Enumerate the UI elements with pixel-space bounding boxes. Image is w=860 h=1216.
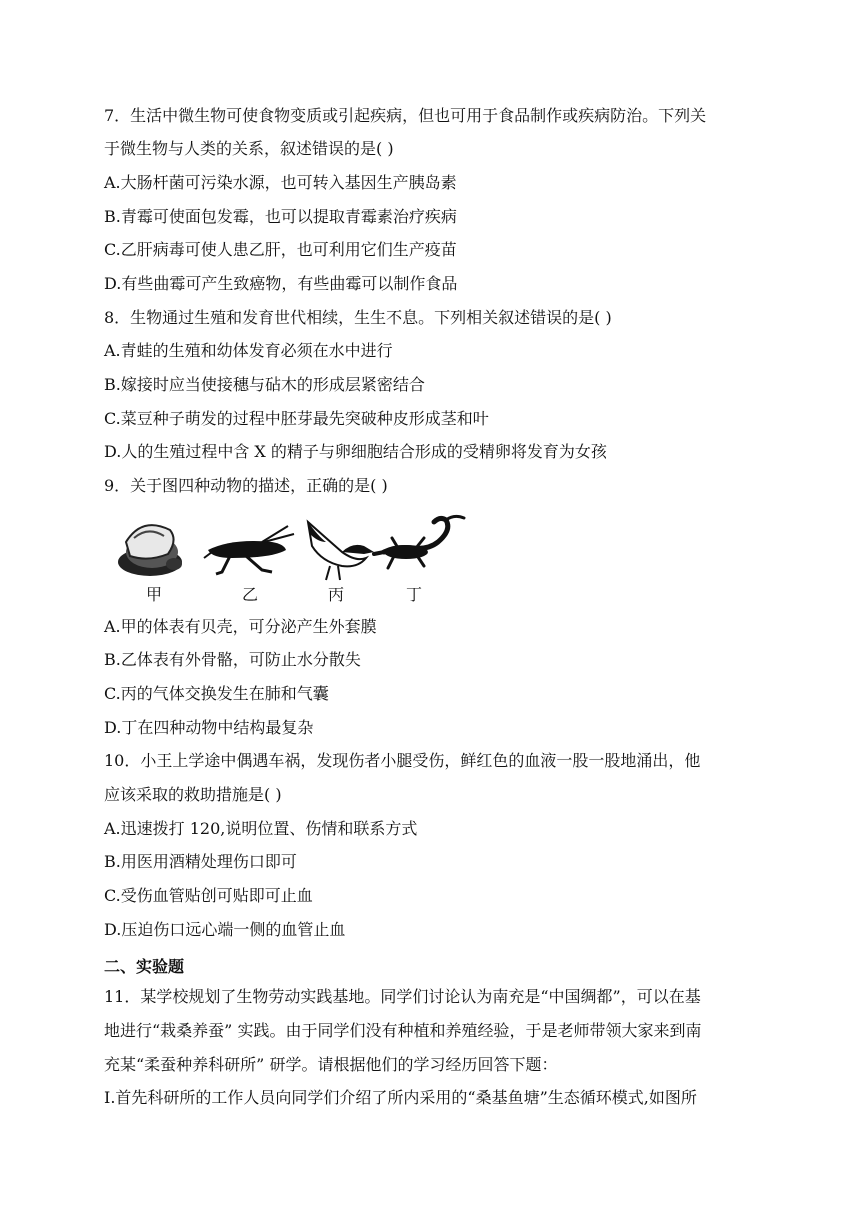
q9-option-b: B.乙体表有外骨骼，可防止水分散失: [104, 650, 361, 669]
q8-stem: 8．生物通过生殖和发育世代相续，生生不息。下列相关叙述错误的是( ): [104, 308, 612, 327]
q10-option-d: D.压迫伤口远心端一侧的血管止血: [104, 920, 346, 939]
q10-option-b: B.用医用酒精处理伤口即可: [104, 852, 297, 871]
q9-animal-figure: [112, 512, 472, 602]
q8-option-c: C.菜豆种子萌发的过程中胚芽最先突破种皮形成茎和叶: [104, 409, 489, 428]
q8-option-d: D.人的生殖过程中含 X 的精子与卵细胞结合形成的受精卵将发育为女孩: [104, 442, 607, 461]
q7-option-a: A.大肠杆菌可污染水源，也可转入基因生产胰岛素: [104, 173, 457, 192]
animal-illustrations: [112, 512, 472, 586]
grasshopper-icon: [204, 526, 294, 574]
q10-stem-line1: 10．小王上学途中偶遇车祸，发现伤者小腿受伤，鲜红色的血液一股一股地涌出，他: [104, 751, 701, 770]
q10-option-c: C.受伤血管贴创可贴即可止血: [104, 886, 313, 905]
q10-option-a: A.迅速拨打 120,说明位置、伤情和联系方式: [104, 819, 418, 838]
q9-option-c: C.丙的气体交换发生在肺和气囊: [104, 684, 329, 703]
section-heading-experiment: 二、实验题: [104, 957, 185, 976]
q9-option-a: A.甲的体表有贝壳，可分泌产生外套膜: [104, 617, 377, 636]
q7-stem-line2: 于微生物与人类的关系，叙述错误的是( ): [104, 139, 394, 158]
figure-label-ding: 丁: [406, 585, 423, 604]
q7-option-c: C.乙肝病毒可使人患乙肝，也可利用它们生产疫苗: [104, 240, 457, 259]
figure-label-yi: 乙: [242, 585, 259, 604]
q10-stem-line2: 应该采取的救助措施是( ): [104, 785, 282, 804]
q7-option-d: D.有些曲霉可产生致癌物，有些曲霉可以制作食品: [104, 274, 458, 293]
bird-icon: [308, 522, 374, 580]
q11-line2: 地进行“栽桑养蚕” 实践。由于同学们没有种植和养殖经验，于是老师带领大家来到南: [104, 1021, 702, 1040]
figure-label-jia: 甲: [146, 585, 163, 604]
q7-option-b: B.青霉可使面包发霉，也可以提取青霉素治疗疾病: [104, 207, 457, 226]
q11-line4: Ⅰ.首先科研所的工作人员向同学们介绍了所内采用的“桑基鱼塘”生态循环模式,如图所: [104, 1088, 697, 1107]
shell-animal-icon: [118, 525, 182, 576]
q7-stem-line1: 7．生活中微生物可使食物变质或引起疾病，但也可用于食品制作或疾病防治。下列关: [104, 106, 707, 125]
q8-option-a: A.青蛙的生殖和幼体发育必须在水中进行: [104, 341, 393, 360]
q8-option-b: B.嫁接时应当使接穗与砧木的形成层紧密结合: [104, 375, 425, 394]
q9-stem: 9．关于图四种动物的描述，正确的是( ): [104, 476, 388, 495]
q11-line1: 11．某学校规划了生物劳动实践基地。同学们讨论认为南充是“中国绸都”，可以在基: [104, 987, 701, 1006]
q9-option-d: D.丁在四种动物中结构最复杂: [104, 718, 314, 737]
lizard-icon: [374, 516, 464, 568]
figure-label-bing: 丙: [328, 585, 345, 604]
q11-line3: 充某“柔蚕种养科研所” 研学。请根据他们的学习经历回答下题：: [104, 1055, 558, 1074]
